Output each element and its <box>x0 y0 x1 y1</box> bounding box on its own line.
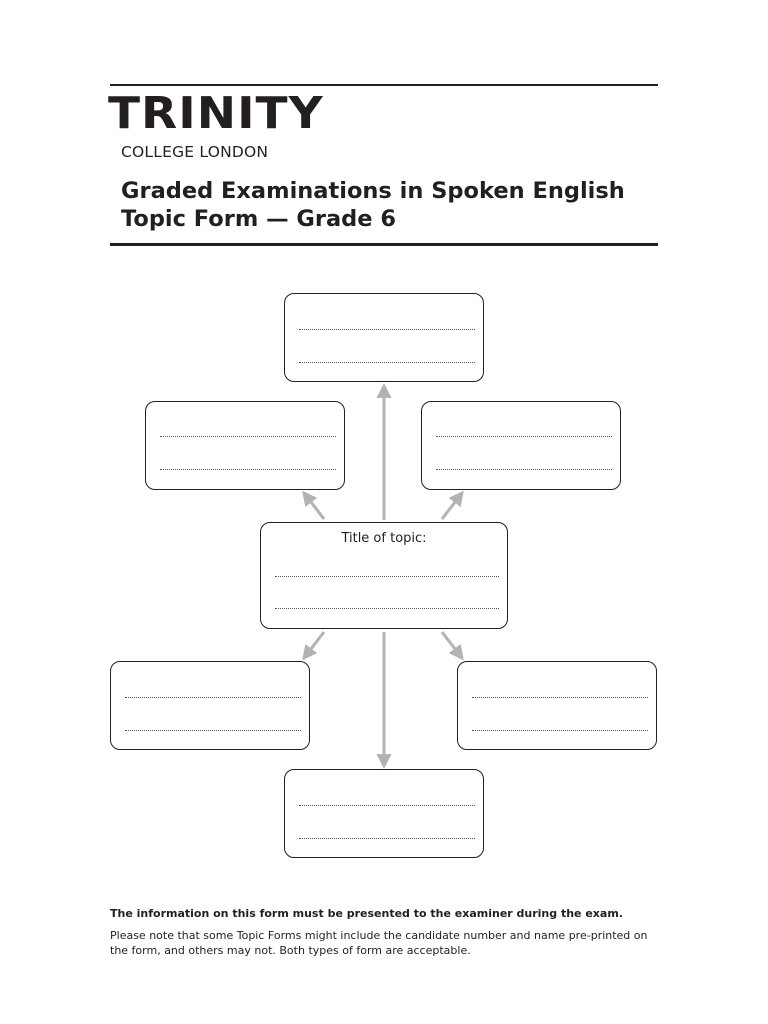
write-line <box>299 805 475 806</box>
arrow-lower-right <box>442 632 462 658</box>
write-line <box>299 362 475 363</box>
arrow-upper-left <box>304 493 324 519</box>
title-line-1: Graded Examinations in Spoken English <box>121 178 625 204</box>
write-line <box>299 838 475 839</box>
exam-presentation-note: The information on this form must be presented to the examiner during the exam. <box>110 907 623 920</box>
write-line <box>125 697 301 698</box>
write-line <box>160 436 336 437</box>
arrow-upper-right <box>442 493 462 519</box>
subtopic-box-lower-left[interactable] <box>110 661 310 750</box>
subtopic-box-upper-left[interactable] <box>145 401 345 490</box>
note-line-1: Please note that some Topic Forms might include the candidate number and name pre-printed on <box>110 929 648 942</box>
pre-printed-info-note <box>110 928 660 958</box>
write-line <box>125 730 301 731</box>
write-line <box>472 697 648 698</box>
write-line <box>472 730 648 731</box>
title-line-2: Topic Form — Grade 6 <box>121 206 397 232</box>
title-of-topic-box[interactable] <box>260 522 508 629</box>
title-of-topic-label: Title of topic: <box>341 531 427 546</box>
note-line-2: the form, and others may not. Both types of form are acceptable. <box>110 944 471 957</box>
trinity-logo-subtitle: COLLEGE LONDON <box>121 143 269 161</box>
trinity-logo-wordmark: TRINITY <box>108 88 324 139</box>
write-line <box>299 329 475 330</box>
subtopic-box-top[interactable] <box>284 293 484 382</box>
write-line <box>436 469 612 470</box>
arrow-lower-left <box>304 632 324 658</box>
write-line <box>275 576 499 577</box>
write-line <box>275 608 499 609</box>
write-line <box>160 469 336 470</box>
subtopic-box-lower-right[interactable] <box>457 661 657 750</box>
subtopic-box-upper-right[interactable] <box>421 401 621 490</box>
write-line <box>436 436 612 437</box>
subtopic-box-bottom[interactable] <box>284 769 484 858</box>
